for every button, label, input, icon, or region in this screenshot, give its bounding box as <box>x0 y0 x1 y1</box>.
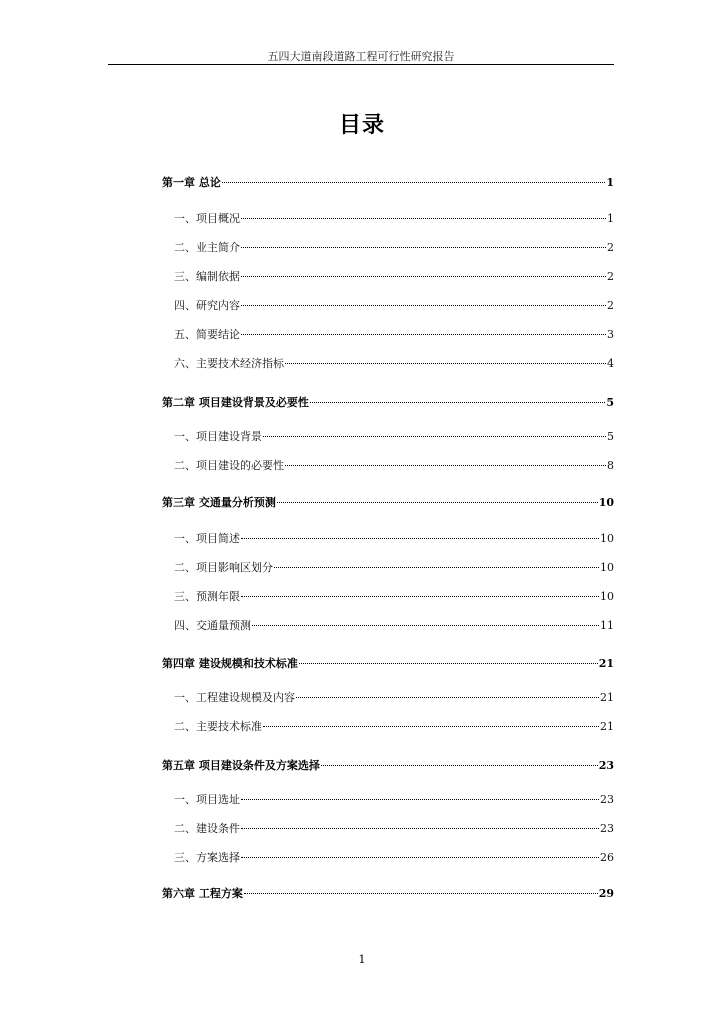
toc-dot-leader <box>222 182 606 183</box>
toc-section-entry[interactable] <box>162 561 614 575</box>
toc-entry-label: 四、交通量预测 <box>174 619 251 632</box>
toc-entry-label: 一、项目建设背景 <box>174 430 262 443</box>
toc-dot-leader <box>241 276 606 277</box>
toc-chapter-entry[interactable] <box>162 496 614 510</box>
toc-dot-leader <box>241 799 599 800</box>
toc-dot-leader <box>263 436 606 437</box>
toc-entry-label: 一、工程建设规模及内容 <box>174 691 295 704</box>
toc-entry-page: 5 <box>606 396 614 409</box>
toc-title: 目录 <box>338 112 385 138</box>
toc-entry-page: 3 <box>607 328 614 341</box>
toc-dot-leader <box>241 596 599 597</box>
toc-chapter-entry[interactable] <box>162 759 614 773</box>
toc-entry-page: 1 <box>606 176 614 189</box>
toc-entry-label: 二、项目建设的必要性 <box>174 459 284 472</box>
toc-entry-label: 第四章 建设规模和技术标准 <box>162 657 298 670</box>
toc-dot-leader <box>285 465 606 466</box>
toc-dot-leader <box>285 363 606 364</box>
toc-section-entry[interactable] <box>162 212 614 226</box>
toc-section-entry[interactable] <box>162 430 614 444</box>
toc-dot-leader <box>310 402 606 403</box>
toc-section-entry[interactable] <box>162 241 614 255</box>
toc-dot-leader <box>274 567 599 568</box>
toc-entry-page: 10 <box>600 532 614 545</box>
toc-dot-leader <box>241 334 606 335</box>
header-rule <box>108 64 614 65</box>
toc-entry-label: 三、预测年限 <box>174 590 240 603</box>
toc-chapter-entry[interactable] <box>162 887 614 901</box>
toc-entry-label: 第六章 工程方案 <box>162 887 243 900</box>
toc-dot-leader <box>241 247 606 248</box>
toc-section-entry[interactable] <box>162 691 614 705</box>
toc-section-entry[interactable] <box>162 822 614 836</box>
toc-dot-leader <box>299 663 598 664</box>
toc-entry-label: 三、编制依据 <box>174 270 240 283</box>
toc-entry-label: 四、研究内容 <box>174 299 240 312</box>
toc-entry-page: 23 <box>600 793 614 806</box>
toc-entry-label: 一、项目概况 <box>174 212 240 225</box>
toc-entry-page: 26 <box>600 851 614 864</box>
toc-entry-label: 二、业主简介 <box>174 241 240 254</box>
toc-entry-page: 10 <box>598 496 614 509</box>
toc-dot-leader <box>263 726 599 727</box>
toc-entry-page: 2 <box>607 241 614 254</box>
toc-entry-label: 第五章 项目建设条件及方案选择 <box>162 759 320 772</box>
toc-entry-page: 29 <box>598 887 614 900</box>
toc-entry-page: 21 <box>598 657 614 670</box>
toc-entry-page: 23 <box>598 759 614 772</box>
toc-section-entry[interactable] <box>162 793 614 807</box>
toc-section-entry[interactable] <box>162 357 614 371</box>
toc-chapter-entry[interactable] <box>162 396 614 410</box>
toc-dot-leader <box>321 765 598 766</box>
toc-entry-page: 11 <box>600 619 614 632</box>
toc-chapter-entry[interactable] <box>162 176 614 190</box>
toc-section-entry[interactable] <box>162 720 614 734</box>
toc-dot-leader <box>241 218 606 219</box>
toc-entry-label: 第二章 项目建设背景及必要性 <box>162 396 309 409</box>
toc-entry-label: 三、方案选择 <box>174 851 240 864</box>
toc-section-entry[interactable] <box>162 328 614 342</box>
toc-dot-leader <box>241 828 599 829</box>
toc-entry-page: 8 <box>607 459 614 472</box>
toc-entry-label: 五、简要结论 <box>174 328 240 341</box>
toc-entry-page: 2 <box>607 270 614 283</box>
toc-section-entry[interactable] <box>162 459 614 473</box>
toc-section-entry[interactable] <box>162 619 614 633</box>
toc-dot-leader <box>241 305 606 306</box>
toc-entry-label: 第一章 总论 <box>162 176 221 189</box>
toc-entry-label: 二、项目影响区划分 <box>174 561 273 574</box>
toc-entry-page: 2 <box>607 299 614 312</box>
toc-section-entry[interactable] <box>162 590 614 604</box>
toc-dot-leader <box>241 538 599 539</box>
running-header: 五四大道南段道路工程可行性研究报告 <box>267 50 455 63</box>
page-number: 1 <box>358 953 366 966</box>
toc-entry-label: 二、主要技术标准 <box>174 720 262 733</box>
toc-entry-label: 一、项目选址 <box>174 793 240 806</box>
toc-entry-page: 4 <box>607 357 614 370</box>
toc-entry-page: 5 <box>607 430 614 443</box>
toc-entry-page: 21 <box>600 720 614 733</box>
toc-entry-label: 二、建设条件 <box>174 822 240 835</box>
toc-dot-leader <box>244 893 598 894</box>
toc-entry-page: 1 <box>607 212 614 225</box>
toc-dot-leader <box>296 697 599 698</box>
toc-dot-leader <box>241 857 599 858</box>
toc-entry-page: 10 <box>600 590 614 603</box>
toc-entry-label: 一、项目简述 <box>174 532 240 545</box>
toc-entry-page: 21 <box>600 691 614 704</box>
toc-section-entry[interactable] <box>162 299 614 313</box>
toc-section-entry[interactable] <box>162 270 614 284</box>
toc-entry-page: 10 <box>600 561 614 574</box>
toc-section-entry[interactable] <box>162 851 614 865</box>
toc-dot-leader <box>252 625 599 626</box>
toc-entry-label: 六、主要技术经济指标 <box>174 357 284 370</box>
toc-section-entry[interactable] <box>162 532 614 546</box>
toc-chapter-entry[interactable] <box>162 657 614 671</box>
toc-entry-label: 第三章 交通量分析预测 <box>162 496 276 509</box>
toc-entry-page: 23 <box>600 822 614 835</box>
toc-dot-leader <box>277 502 598 503</box>
